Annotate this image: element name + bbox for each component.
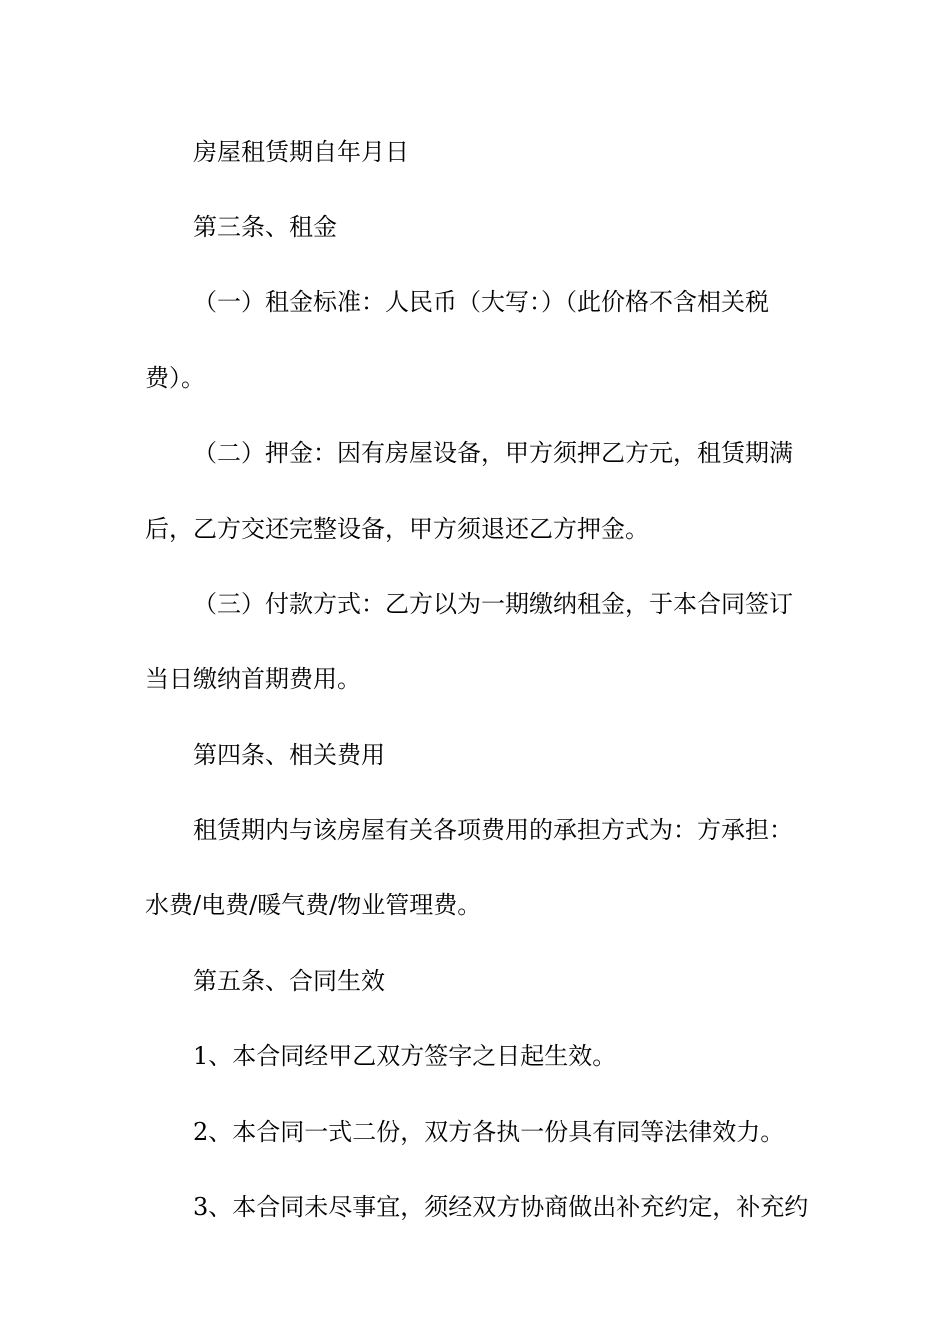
- heading-article-5-effect: 第五条、合同生效: [193, 967, 385, 995]
- paragraph-rent-standard-line2: 费）。: [145, 364, 205, 392]
- paragraph-fees-line2: 水费/电费/暖气费/物业管理费。: [145, 891, 482, 919]
- clause-2-copies: 2、本合同一式二份，双方各执一份具有同等法律效力。: [193, 1118, 785, 1146]
- paragraph-payment-method-line1: （三）付款方式：乙方以为一期缴纳租金，于本合同签订: [193, 590, 793, 618]
- heading-article-3-rent: 第三条、租金: [193, 213, 337, 241]
- paragraph-deposit-line1: （二）押金：因有房屋设备，甲方须押乙方元，租赁期满: [193, 439, 793, 467]
- paragraph-deposit-line2: 后，乙方交还完整设备，甲方须退还乙方押金。: [145, 515, 649, 543]
- clause-3-supplement: 3、本合同未尽事宜，须经双方协商做出补充约定，补充约: [193, 1193, 809, 1221]
- paragraph-lease-period: 房屋租赁期自年月日: [193, 138, 409, 166]
- heading-article-4-fees: 第四条、相关费用: [193, 741, 385, 769]
- paragraph-rent-standard-line1: （一）租金标准：人民币（大写：）（此价格不含相关税: [193, 288, 769, 316]
- paragraph-payment-method-line2: 当日缴纳首期费用。: [145, 665, 361, 693]
- paragraph-fees-line1: 租赁期内与该房屋有关各项费用的承担方式为：方承担：: [193, 816, 793, 844]
- clause-1-effective: 1、本合同经甲乙双方签字之日起生效。: [193, 1042, 617, 1070]
